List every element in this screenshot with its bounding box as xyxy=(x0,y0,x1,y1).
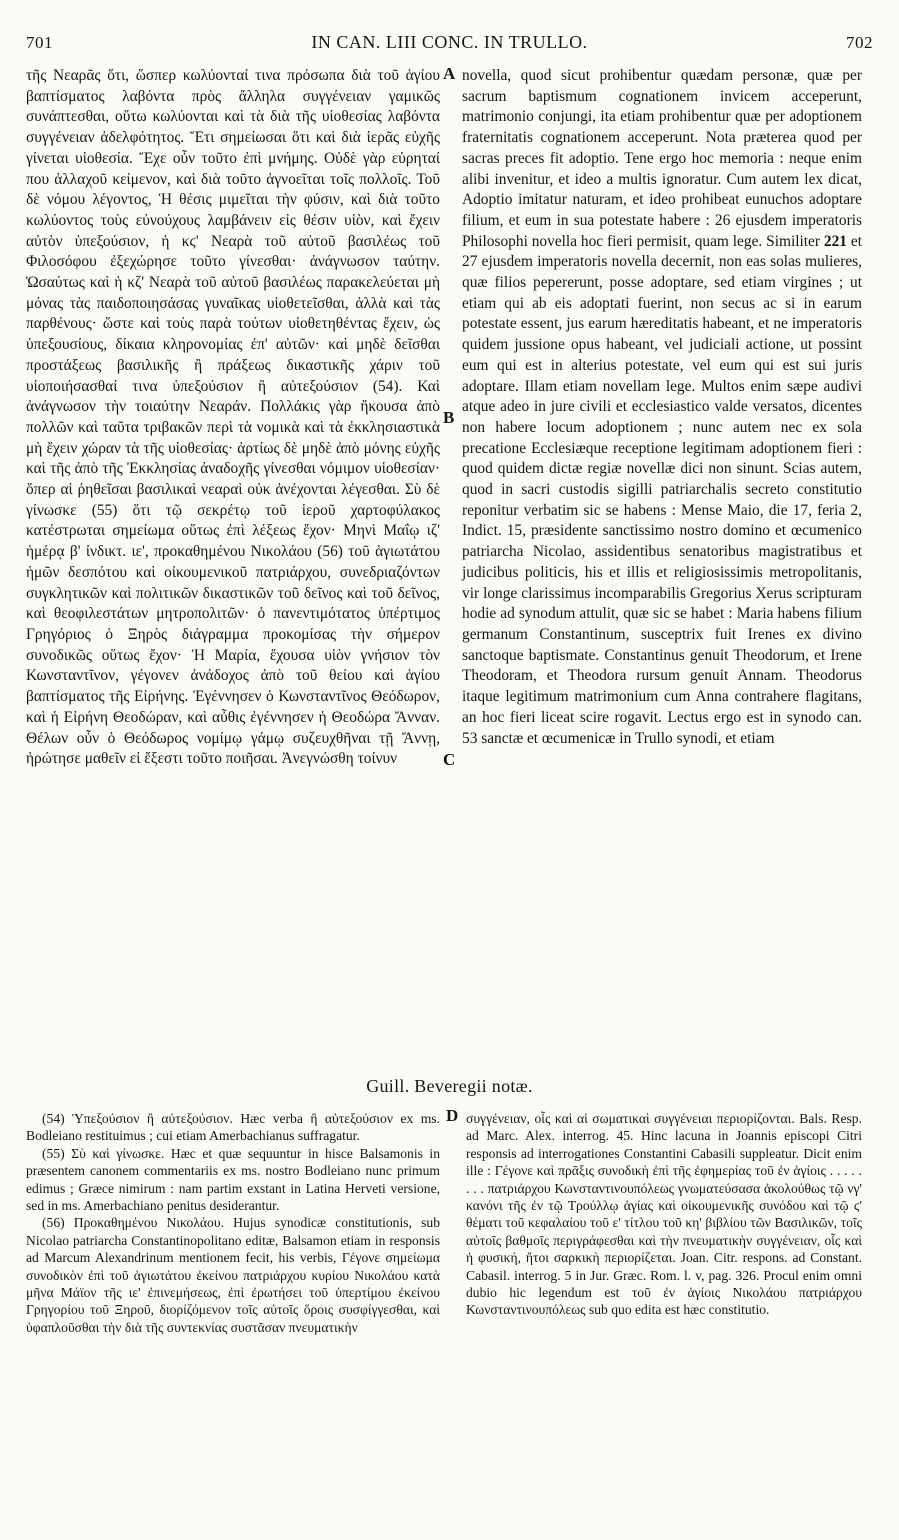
note-56-continued: συγγένειαν, οἷς καὶ αἱ σωματικαὶ συγγένειαι περιορίζονται. Bals. Resp. ad Marc. Alex. interrog. 45. Hinc lacuna in Joannis episcopi Citri responsis ad interrogationes Constantini Cabasili suppleatur. Dicit enim ille : Γέγονε καὶ πρᾶξις συνοδικὴ ἐπὶ τῆς ἐφημερίας τοῦ ἐν ἁγίοις . . . . . . . . πατριάρχου Κωνσταντινουπόλεως γνωματεύσασα ἀκολούθως τῷ νγ' κανόνι τῆς ἐν τῷ Τρούλλῳ ἁγίας καὶ οἰκουμενικῆς συνόδου καὶ τῷ ϛ' θέματι τοῦ κεφαλαίου τοῦ ε' τίτλου τοῦ κη' βιβλίου τῶν Βασιλικῶν, τοῖς αὐτοῖς βαθμοῖς περιγράφεσθαι καὶ τὴν πνευματικὴν συγγένειαν, οἷς καὶ ἡ φυσική, ἤτοι σαρκικὴ περιορίζεται. Joan. Citr. respons. ad Constant. Cabasil. interrog. 5 in Jur. Græc. Rom. l. v, pag. 326. Procul enim omni dubio hic legendum est τοῦ ἐν ἁγίοις Νικολάου πατριάρχου Κωνσταντινουπόλεως sub quo edita est hæc constitutio. xyxy=(466,1111,862,1318)
page-header xyxy=(26,32,873,60)
margin-marker-a: A xyxy=(443,64,456,83)
right-page-number: 702 xyxy=(846,33,873,52)
latin-text-part-2: et 27 ejusdem imperatoris novella decernit, non eas solas mulieres, quæ filios pepererunt, posse adoptare, sed etiam virgines ; ut etiam qui ab eis adoptati fuerint, non secus ac si in earum potestate essent, jus earum hæreditatis habeant, et ne imperatoris quidem jussione opus habeant, vel judiciali actione, ut possint eum qui est in alterius potestate, vel eum qui est sui juris adoptare. Illam etiam novellam lege. Multos enim sæpe audivi atque adeo in jure civili et ecclesiastico valde versatos, dicentes non habere locum adoptionem ; nunc autem nec ex sola precatione Ecclesiæque receptione legitimam adoptionem fieri : quod quidem dictæ regiæ novellæ dici non sinunt. Scias autem, quod in sacri custodis sigilli patriarchalis secreto constitutio reponitur verbatim sic se habens : Mense Maio, die 17, feria 2, Indict. 15, præsidente sanctissimo nostro domino et œcumenico patriarcha Nicolao, assidentibus senatoribus magistratibus et judicibus politicis, his et illis et religiosissimis metropolitanis, vir longe clarissimus incomparabilis Gregorius Xerus scripturam hodie ad synodum attulit, quæ sic se habet : Maria habens filium germanum Constantinum, susceptrix fuit Irenes ex divino sanctoque baptismate. Constantinus genuit Theodorum, et Irene Theodoram, et Theodora rursum genuit Annam. Theodorus itaque legitimum matrimonium cum Anna contrahere flagitans, an hoc fieri liceat scire rogavit. Lectus ergo est in synodo can. 53 sanctæ et œcumenicæ in Trullo synodi, et etiam xyxy=(462,232,862,747)
margin-marker-c: C xyxy=(443,750,456,769)
margin-marker-b: B xyxy=(443,408,455,427)
greek-text-column xyxy=(26,66,440,770)
latin-text-part-1: novella, quod sicut prohibentur quædam personæ, quæ per sacrum baptismum cognationem invicem acceperunt, matrimonio conjungi, ita etiam prohibentur quæ per adoptionem fraternitatis cognationem acceperunt. Nota præterea quod per sacras preces fit adoptio. Tene ergo hoc memoria : neque enim alibi invenitur, et ideo a multis ignoratur. Cum autem lex dicat, Adoptio imitatur naturam, et ideo prohibeat eunuchos adoptare filium, et eum in sua potestate habere : 26 ejusdem imperatoris Philosophi novella hoc fieri permisit, quam lege. Similiter xyxy=(462,67,862,250)
note-54: (54) Ὑπεξούσιον ἢ αὐτεξούσιον. Hæc verba ἢ αὐτεξούσιον ex ms. Bodleiano restituimus ; cui etiam Amerbachianus suffragatur. xyxy=(26,1111,440,1144)
notes-left-column xyxy=(26,1110,440,1336)
left-page-number: 701 xyxy=(26,33,53,52)
running-title: IN CAN. LIII CONC. IN TRULLO. xyxy=(311,32,588,52)
latin-text-column xyxy=(462,66,862,749)
margin-marker-d: D xyxy=(446,1106,459,1125)
note-55: (55) Σὺ καὶ γίνωσκε. Hæc et quæ sequuntur in hisce Balsamonis in præsentem canonem commentariis ex ms. nostro Bodleiano nunc primum edimus ; Græce nimirum : nam partim exstant in Latina Herveti versione, sed in ms. Amerbachiano penitus desiderantur. xyxy=(26,1145,440,1214)
greek-paragraph: τῆς Νεαρᾶς ὅτι, ὥσπερ κωλύονταί τινα πρόσωπα διὰ τοῦ ἁγίου βαπτίσματος λαβόντα πρὸς ἄλληλα συγγένειαν γαμικῶς συνάπτεσθαι, οὕτω κωλύονται καὶ τὰ διὰ τῆς υἱοθεσίας λαβόντα συγγένειαν ἀδελφότητος. Ἔτι σημείωσαι ὅτι καὶ διὰ ἱερᾶς εὐχῆς γίνεται υἱοθεσία. Ἔχε οὖν τοῦτο ἐπὶ μνήμης. Οὐδὲ γὰρ εὑρηταί που ἀλλαχοῦ κείμενον, καὶ διὰ τοῦτο ἀγνοεῖται τοῖς πολλοῖς. Τοῦ δὲ νόμου λέγοντος, Ἡ θέσις μιμεῖται τὴν φύσιν, καὶ διὰ τοῦτο κωλύοντος τοὺς εὐνούχους λαμβάνειν εἰς θέσιν υἱὸν, καὶ ἔχειν αὐτὸν ὑπεξούσιον, ἡ κϛ' Νεαρὰ τοῦ αὐτοῦ βασιλέως τοῦ Φιλοσόφου ἐξεχώρησε τοῦτο γίνεσθαι· ἀνάγνωσον ταύτην. Ὡσαύτως καὶ ἡ κζ' Νεαρὰ τοῦ αὐτοῦ βασιλέως παρακελεύεται μὴ μόνας τὰς παιδοποιησάσας γυναῖκας υἱοθετεῖσθαι, ἀλλὰ καὶ τὰς παρθένους· ὥστε καὶ τοὺς παρὰ τούτων υἱοθετηθέντας ἔχειν, ὡς ὑπεξουσίους, δίκαια κληρονομίας ἐπ' αὐτῶν· καὶ μηδὲ δεῖσθαι προστάξεως βασιλικῆς ἢ πράξεως δικαστικῆς χάριν τοῦ υἱοποιήσασθαί τινα ὑπεξούσιον ἢ αὐτεξούσιον (54). Καὶ ἀνάγνωσον τὴν τοιαύτην Νεαράν. Πολλάκις γὰρ ἤκουσα ἀπὸ πολλῶν καὶ ταῦτα τριβακῶν περὶ τὰ νομικὰ καὶ τὰ ἐκκλησιαστικὰ μὴ ἔχειν χώραν τὰ τῆς υἱοθεσίας· ἀρτίως δὲ μηδὲ ἀπὸ μόνης εὐχῆς καὶ τῆς ἀπὸ τῆς Ἐκκλησίας ἀναδοχῆς γίνεσθαι νόμιμον υἱοθεσίαν· ὅπερ αἱ ῥηθεῖσαι βασιλικαὶ νεαραὶ οὐκ ἀνέχονται λέγεσθαι. Σὺ δὲ γίνωσκε (55) ὅτι τῷ σεκρέτῳ τοῦ ἱεροῦ χαρτοφύλακος κατέστρωται σημείωμα οὕτως ἐπὶ λέξεως ἔχον· Μηνὶ Μαΐῳ ιζ' ἡμέρᾳ β' ἰνδικτ. ιε', προκαθημένου Νικολάου (56) τοῦ ἁγιωτάτου ἡμῶν δεσπότου καὶ οἰκουμενικοῦ πατριάρχου, συνεδριαζόντων συγκλητικῶν καὶ πολιτικῶν δικαστικῶν τοῦ δεῖνος καὶ τοῦ δεῖνος, καὶ θεοφιλεστάτων μητροπολιτῶν· ὁ πανεντιμότατος ὑπέρτιμος Γρηγόριος ὁ Ξηρὸς διάγραμμα προκομίσας τὴν σήμερον συνοδικῶς οὕτως ἔχον· Ἡ Μαρία, ἔχουσα υἱὸν γνήσιον τὸν Κωνσταντῖνον, γέγονεν ἀνάδοχος ἀπὸ τοῦ θείου καὶ ἁγίου βαπτίσματος τῆς Εἰρήνης. Ἐγέννησεν ὁ Κωνσταντῖνος Θεόδωρον, καὶ ἡ Εἰρήνη Θεοδώραν, καὶ αὖθις ἐγέννησεν ἡ Θεοδώρα Ἄνναν. Θέλων οὖν ὁ Θεόδωρος νομίμῳ γάμῳ συζευχθῆναι τῇ Ἄννῃ, ἠρώτησε μαθεῖν εἰ ἔξεστι τοῦτο ποιῆσαι. Ἀνεγνώσθη τοίνυν xyxy=(26,67,440,768)
notes-heading: Guill. Beveregii notæ. xyxy=(366,1076,533,1096)
column-number: 221 xyxy=(823,232,847,250)
latin-paragraph xyxy=(462,66,862,749)
note-56: (56) Προκαθημένου Νικολάου. Hujus synodicæ constitutionis, sub Nicolao patriarcha Constantinopolitano editæ, Balsamon etiam in responsis ad Marcum Alexandrinum mentionem fecit, his verbis, Γέγονε σημείωμα συνοδικὸν ἐπὶ τοῦ ἁγιωτάτου ἐκείνου πατριάρχου κυρίου Νικολάου κατὰ μῆνα Μάϊον τῆς ιε' ἐπινεμήσεως, ἐπὶ ἐρωτήσει τοῦ ὑπερτίμου ἐκείνου Γρηγορίου τοῦ Ξηροῦ, διορίζόμενον τοῖς αὐτοῖς ὅροις συσφίγγεσθαι, καὶ ὑφαπλοῦσθαι τὴν διὰ τῆς συντεκνίας συστᾶσαν πνευματικὴν xyxy=(26,1215,440,1335)
notes-right-column xyxy=(466,1110,862,1319)
